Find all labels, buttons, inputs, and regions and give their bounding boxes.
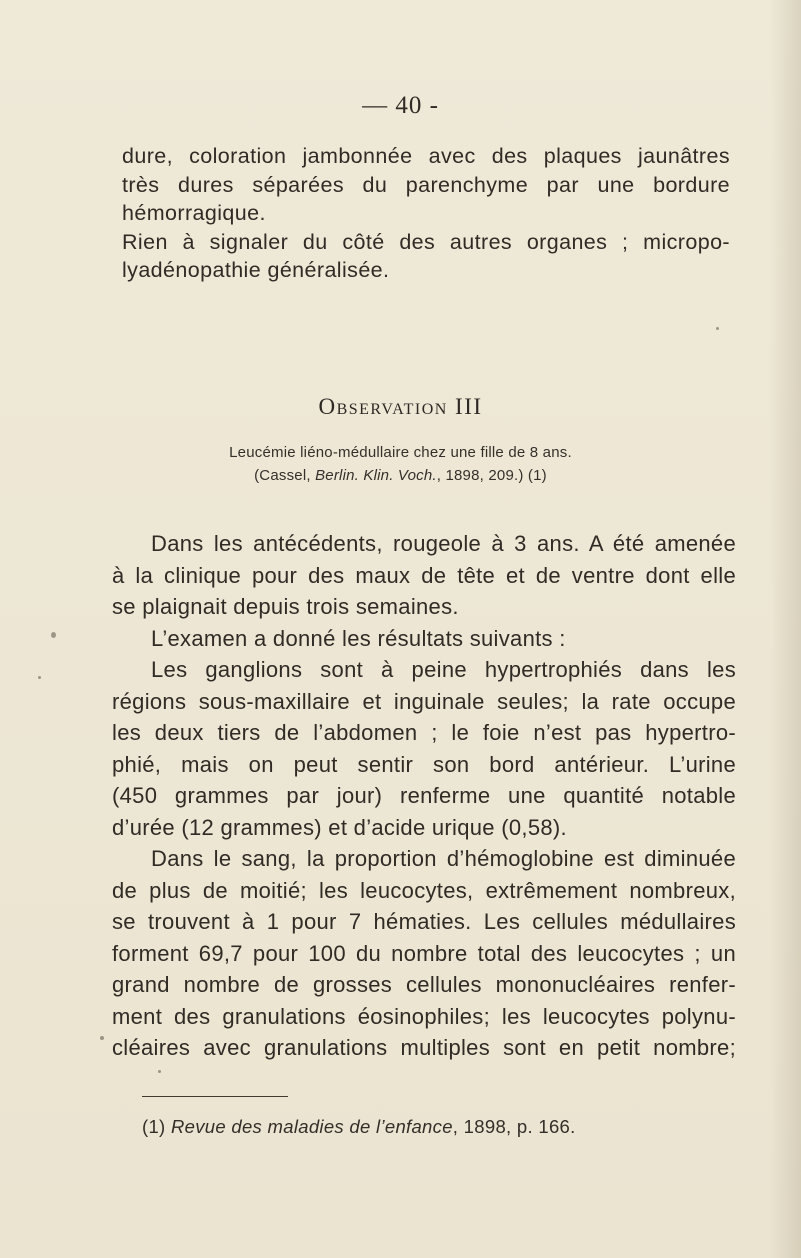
text-line: se plaignait depuis trois semaines.	[112, 594, 459, 619]
text-line: Dans le sang, la proportion d’hémoglobine est diminuée	[151, 846, 736, 871]
footnote-journal: Revue des maladies de l’enfance	[170, 1116, 453, 1137]
paper-speck	[158, 1070, 161, 1073]
text-line: très dures séparées du parenchyme par une bordure	[122, 172, 730, 197]
text-line: Les ganglions sont à peine hypertrophiés dans les	[151, 657, 736, 682]
reference-suffix: , 1898, 209.) (1)	[436, 467, 547, 484]
text-line: forment 69,7 pour 100 du nombre total des leucocytes ; un	[112, 940, 736, 966]
paper-speck	[38, 676, 41, 679]
page-number: — 40 -	[362, 92, 439, 119]
text-line: grand nombre de grosses cellules mononucléaires renfer-	[112, 972, 736, 997]
footnote	[142, 1116, 576, 1138]
top-paragraph	[122, 142, 730, 285]
paper-speck	[100, 1036, 104, 1040]
observation-reference	[0, 467, 801, 484]
footnote-marker: (1)	[142, 1116, 171, 1137]
text-line: se trouvent à 1 pour 7 hématies. Les cellules médullaires	[112, 909, 736, 934]
text-line: les deux tiers de l’abdomen ; le foie n’est pas hypertro-	[112, 720, 736, 745]
text-line: ment des granulations éosinophiles; les leucocytes polynu-	[112, 1003, 736, 1029]
reference-prefix: (Cassel,	[254, 467, 316, 484]
text-line: cléaires avec granulations multiples sont en petit nombre;	[112, 1035, 736, 1060]
paper-speck	[51, 632, 56, 638]
footnote-rest: , 1898, p. 166.	[452, 1116, 576, 1137]
text-line: de plus de moitié; les leucocytes, extrêmement nombreux,	[112, 877, 736, 903]
text-line: phié, mais on peut sentir son bord antérieur. L’urine	[112, 751, 736, 777]
observation-subtitle: Leucémie liéno-médullaire chez une fille de 8 ans.	[229, 444, 572, 461]
text-line: (450 grammes par jour) renferme une quantité notable	[112, 783, 736, 808]
text-line: régions sous-maxillaire et inguinale seules; la rate occupe	[112, 688, 736, 714]
text-line: d’urée (12 grammes) et d’acide urique (0,58).	[112, 814, 567, 840]
text-line: L’examen a donné les résultats suivants :	[151, 625, 566, 651]
text-line: Dans les antécédents, rougeole à 3 ans. A été amenée	[151, 531, 736, 556]
observation-title: Observation III	[318, 394, 483, 419]
text-line: à la clinique pour des maux de tête et de ventre dont elle	[112, 562, 736, 588]
text-line: dure, coloration jambonnée avec des plaques jaunâtres	[122, 144, 730, 168]
text-line: hémorragique.	[122, 201, 266, 225]
text-line: Rien à signaler du côté des autres organes ; micropo-	[122, 229, 730, 254]
text-line: lyadénopathie généralisée.	[122, 258, 390, 282]
reference-journal: Berlin. Klin. Voch.	[315, 467, 437, 484]
footnote-rule	[142, 1096, 288, 1097]
body-paragraphs	[112, 528, 736, 1064]
paper-speck	[716, 327, 719, 330]
